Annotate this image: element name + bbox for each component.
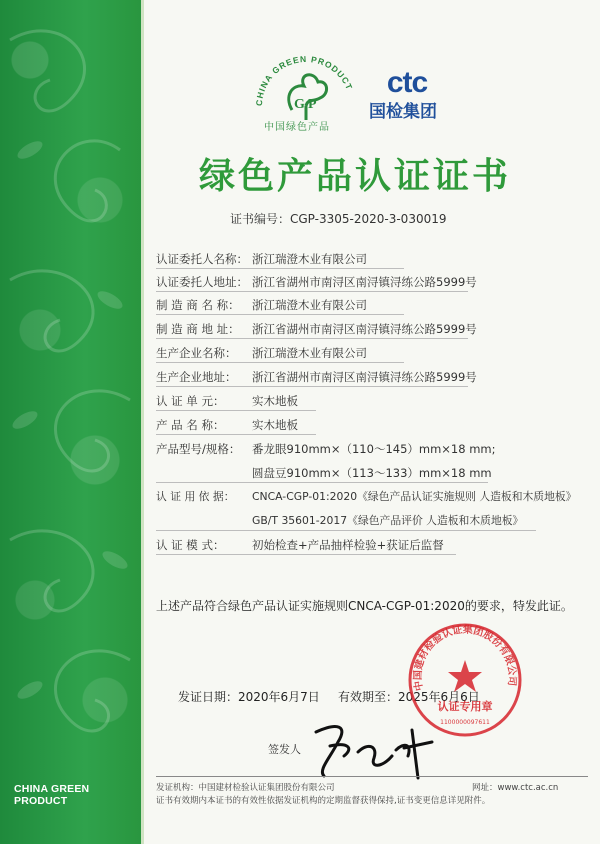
svg-text:G: G	[294, 97, 305, 112]
field-value: 浙江瑞澄木业有限公司	[252, 298, 367, 312]
field-value: 浙江省湖州市南浔区南浔镇浔练公路5999号	[252, 322, 477, 336]
footer-divider	[156, 776, 588, 777]
ctc-logo-text: ctc	[386, 68, 428, 96]
field-value: 浙江瑞澄木业有限公司	[252, 346, 367, 360]
field-row	[156, 345, 367, 361]
field-row	[156, 321, 477, 337]
logo-chinese-text: 中国绿色产品	[264, 122, 330, 133]
footer-website: 网址：www.ctc.ac.cn	[472, 783, 559, 793]
ctc-company-name: 国检集团	[369, 102, 437, 122]
issue-date: 发证日期：2020年6月7日	[178, 690, 320, 704]
decorative-sidebar	[0, 0, 141, 844]
sidebar-label: CHINA GREEN PRODUCT	[14, 783, 90, 807]
field-value: 浙江省湖州市南浔区南浔镇浔练公路5999号	[252, 275, 477, 289]
field-value: 实木地板	[252, 394, 298, 408]
seal-number: 1100000097611	[440, 719, 490, 726]
seal-center-text: 认证专用章	[437, 700, 493, 713]
certificate-number: 证书编号：CGP-3305-2020-3-030019	[230, 212, 447, 226]
sidebar-border	[141, 0, 144, 844]
logo-ring-text: CHINA GREEN PRODUCT	[253, 53, 355, 107]
handwritten-signature	[308, 712, 438, 784]
certificate-title: 绿色产品认证证书	[198, 156, 511, 197]
field-row	[156, 417, 298, 433]
footer-issuer: 发证机构：中国建材检验认证集团股份有限公司	[156, 783, 335, 793]
field-value: GB/T 35601-2017《绿色产品评价 人造板和木质地板》	[252, 514, 524, 527]
field-row	[156, 441, 496, 457]
field-row	[156, 369, 477, 385]
field-label: 制 造 商 地 址：	[156, 322, 240, 336]
field-label: 生产企业地址：	[156, 370, 237, 384]
svg-text:P: P	[308, 97, 317, 112]
field-label: 生产企业名称：	[156, 346, 237, 360]
field-value: 番龙眼910mm×（110～145）mm×18 mm;	[252, 442, 496, 456]
field-row	[156, 465, 492, 481]
field-label: 产 品 名 称：	[156, 418, 225, 432]
field-row	[156, 489, 577, 504]
field-value: CNCA-CGP-01:2020《绿色产品认证实施规则 人造板和木质地板》	[252, 490, 577, 503]
field-label: 认 证 单 元：	[156, 394, 225, 408]
field-label: 产品型号/规格：	[156, 442, 241, 456]
field-label: 制 造 商 名 称：	[156, 298, 240, 312]
field-value: 浙江省湖州市南浔区南浔镇浔练公路5999号	[252, 370, 477, 384]
field-label: 认证委托人地址：	[156, 275, 248, 289]
seal-ring-text: 中国建材检验认证集团股份有限公司	[412, 624, 518, 692]
field-label: 认证委托人名称：	[156, 252, 248, 266]
field-label: 认 证 模 式：	[156, 538, 225, 552]
field-value: 圆盘豆910mm×（113～133）mm×18 mm	[252, 466, 492, 480]
field-row	[156, 393, 298, 409]
signer-label: 签发人	[268, 743, 301, 756]
swirl-pattern	[0, 0, 141, 844]
field-value: 浙江瑞澄木业有限公司	[252, 252, 367, 266]
field-row	[156, 537, 444, 553]
ctc-logo	[374, 68, 440, 96]
field-row	[156, 297, 367, 313]
field-value: 初始检查+产品抽样检验+获证后监督	[252, 538, 444, 552]
certification-statement: 上述产品符合绿色产品认证实施规则CNCA-CGP-01:2020的要求，特发此证。	[156, 599, 573, 613]
field-row	[156, 513, 523, 528]
expiry-date: 有效期至：2025年6月6日	[338, 690, 480, 704]
footer-note: 证书有效期内本证书的有效性依据发证机构的定期监督获得保持,证书变更信息详见附件。	[156, 796, 491, 806]
field-row	[156, 251, 367, 267]
field-row	[156, 274, 477, 290]
field-label: 认 证 用 依 据：	[156, 490, 235, 503]
field-value: 实木地板	[252, 418, 298, 432]
